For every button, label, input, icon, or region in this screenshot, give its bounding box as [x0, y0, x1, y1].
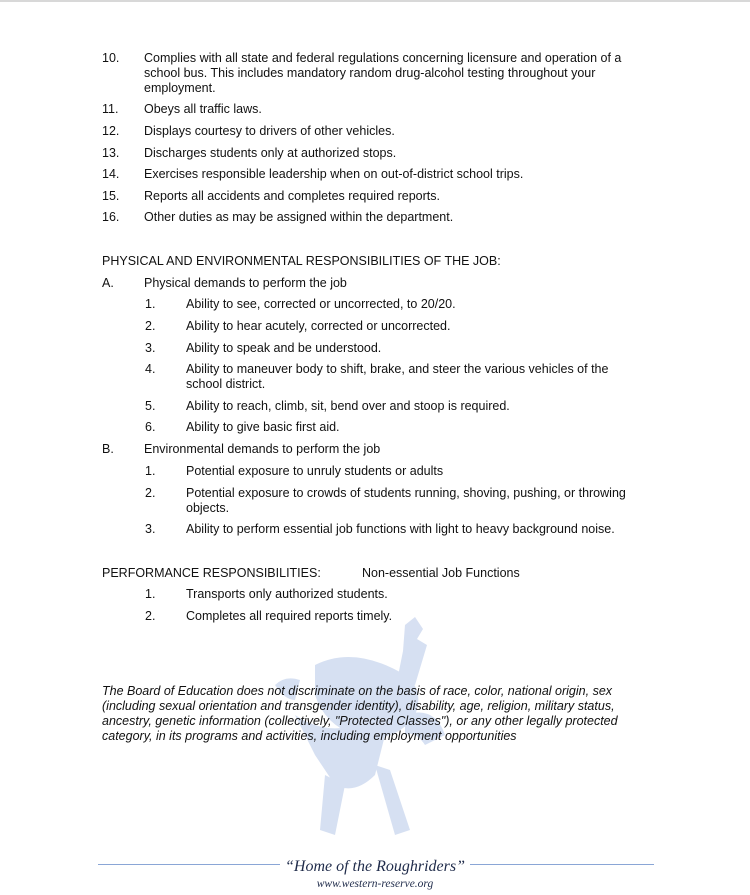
duty-text: Reports all accidents and completes required reports.	[144, 189, 440, 203]
duty-text: Discharges students only at authorized stops.	[144, 146, 397, 160]
duty-number: 15.	[102, 189, 120, 203]
item-text: Ability to hear acutely, corrected or uncorrected.	[186, 319, 451, 333]
group-title: Environmental demands to perform the job	[144, 442, 381, 456]
item-number: 1.	[145, 297, 156, 311]
page-top-edge	[0, 0, 750, 2]
group-title: Physical demands to perform the job	[144, 276, 347, 290]
item-number: 2.	[145, 609, 156, 623]
duty-number: 10.	[102, 51, 120, 65]
group-label: B.	[102, 442, 114, 456]
item-text: Ability to give basic first aid.	[186, 420, 340, 434]
physical-section-heading: PHYSICAL AND ENVIRONMENTAL RESPONSIBILITIES OF THE JOB:	[102, 254, 501, 268]
duty-text: Complies with all state and federal regulations concerning licensure and operation of a school bus. This includes mandatory random drug-alcohol testing throughout your employment.	[144, 51, 622, 95]
duty-text: Other duties as may be assigned within the department.	[144, 210, 454, 224]
item-number: 2.	[145, 486, 156, 500]
footer-motto: “Home of the Roughriders”	[285, 858, 465, 875]
item-text: Transports only authorized students.	[186, 587, 388, 601]
item-text: Potential exposure to unruly students or adults	[186, 464, 444, 478]
item-number: 3.	[145, 522, 156, 536]
item-number: 1.	[145, 587, 156, 601]
duty-text: Displays courtesy to drivers of other vehicles.	[144, 124, 395, 138]
item-number: 2.	[145, 319, 156, 333]
item-number: 6.	[145, 420, 156, 434]
item-text: Ability to speak and be understood.	[186, 341, 382, 355]
duty-number: 12.	[102, 124, 120, 138]
duty-text: Obeys all traffic laws.	[144, 102, 262, 116]
item-text: Ability to maneuver body to shift, brake, and steer the various vehicles of the school district.	[186, 362, 609, 391]
item-text: Ability to reach, climb, sit, bend over and stoop is required.	[186, 399, 510, 413]
nondiscrimination-notice: The Board of Education does not discriminate on the basis of race, color, national origin, sex (including sexual orientation and transgender identity), disability, age, religion, military status, ancestry, genetic information (collectively, "Protected Classes"), or any other legally protected category, in its programs and activities, including employment opportunities	[102, 684, 618, 743]
item-number: 1.	[145, 464, 156, 478]
item-text: Ability to see, corrected or uncorrected, to 20/20.	[186, 297, 456, 311]
footer-url: www.western-reserve.org	[316, 878, 434, 890]
duty-number: 13.	[102, 146, 120, 160]
performance-section-subheading: Non-essential Job Functions	[362, 566, 520, 580]
performance-section-heading: PERFORMANCE RESPONSIBILITIES:	[102, 566, 321, 580]
item-number: 4.	[145, 362, 156, 376]
item-number: 3.	[145, 341, 156, 355]
item-text: Ability to perform essential job functions with light to heavy background noise.	[186, 522, 615, 536]
duty-number: 16.	[102, 210, 120, 224]
group-label: A.	[102, 276, 114, 290]
item-text: Completes all required reports timely.	[186, 609, 393, 623]
item-number: 5.	[145, 399, 156, 413]
duty-number: 14.	[102, 167, 120, 181]
item-text: Potential exposure to crowds of students running, shoving, pushing, or throwing objects.	[186, 486, 626, 515]
duty-text: Exercises responsible leadership when on out-of-district school trips.	[144, 167, 524, 181]
duty-number: 11.	[102, 102, 119, 116]
